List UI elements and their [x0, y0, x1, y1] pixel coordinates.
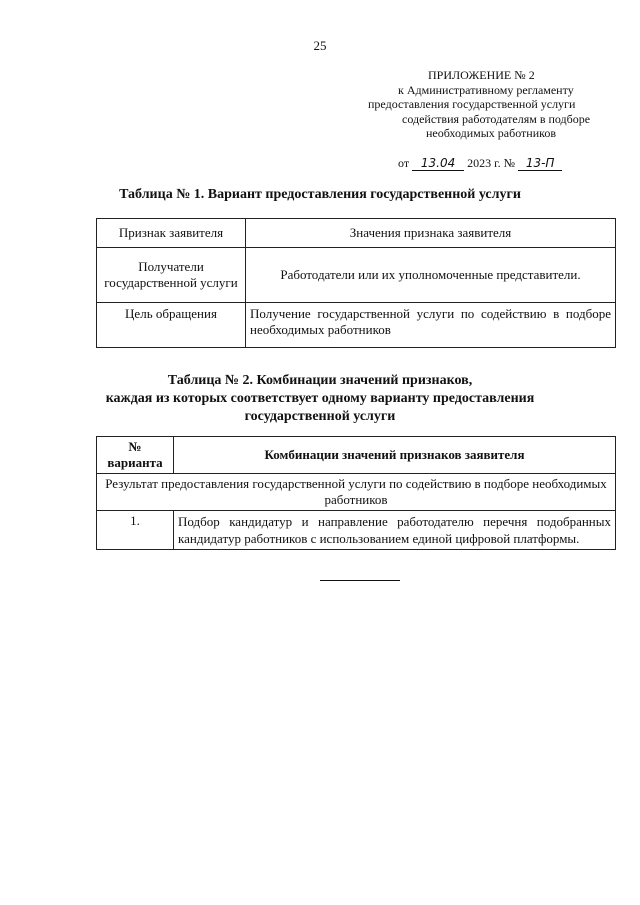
handwritten-date: 13.04 — [412, 156, 464, 171]
table2-result-cell: Результат предоставления государственной услуги по содействию в подборе необходимых работников — [97, 474, 616, 511]
table2-cell-combination: Подбор кандидатур и направление работодателю перечня подобранных кандидатур работников с использованием единой цифровой платформы. — [174, 511, 616, 550]
table2-title-line-3: государственной услуги — [244, 409, 396, 424]
table2 — [96, 436, 616, 550]
table2-cell-number: 1. — [97, 511, 174, 550]
table1-cell-attribute: Получатели государственной услуги — [97, 248, 246, 303]
page-number: 25 — [313, 38, 327, 53]
table2-header-cell: № варианта — [97, 437, 174, 474]
table2-title-line-1: Таблица № 2. Комбинации значений признаков, — [167, 373, 473, 388]
appendix-line-3: содействия работодателям в подборе — [402, 111, 591, 126]
table-row — [97, 248, 616, 303]
table1-header-cell: Значения признака заявителя — [246, 219, 616, 248]
table1-header-row — [97, 219, 616, 248]
table2-header-row — [97, 437, 616, 474]
table2-header-cell: Комбинации значений признаков заявителя — [174, 437, 616, 474]
table1-cell-value: Работодатели или их уполномоченные представители. — [246, 248, 616, 303]
table-row — [97, 303, 616, 348]
table1-title: Таблица № 1. Вариант предоставления государственной услуги — [119, 187, 521, 202]
table1-cell-attribute: Цель обращения — [97, 303, 246, 348]
table1 — [96, 218, 616, 348]
date-prefix: от — [398, 156, 410, 170]
appendix-header — [368, 68, 608, 141]
end-divider — [320, 580, 400, 581]
table2-title-line-2: каждая из которых соответствует одному варианту предоставления — [105, 391, 535, 406]
table-row — [97, 511, 616, 550]
appendix-title: ПРИЛОЖЕНИЕ № 2 — [428, 68, 535, 82]
date-year-number: 2023 г. № — [467, 156, 516, 170]
table1-cell-value: Получение государственной услуги по содействию в подборе необходимых работников — [246, 303, 616, 348]
appendix-line-1: к Административному регламенту — [398, 82, 574, 97]
date-line — [398, 156, 608, 171]
table2-merged-row — [97, 474, 616, 511]
table2-title — [0, 372, 640, 426]
table1-header-cell: Признак заявителя — [97, 219, 246, 248]
appendix-line-2: предоставления государственной услуги — [368, 97, 576, 111]
appendix-line-4: необходимых работников — [426, 126, 557, 140]
handwritten-number: 13-П — [518, 156, 562, 171]
